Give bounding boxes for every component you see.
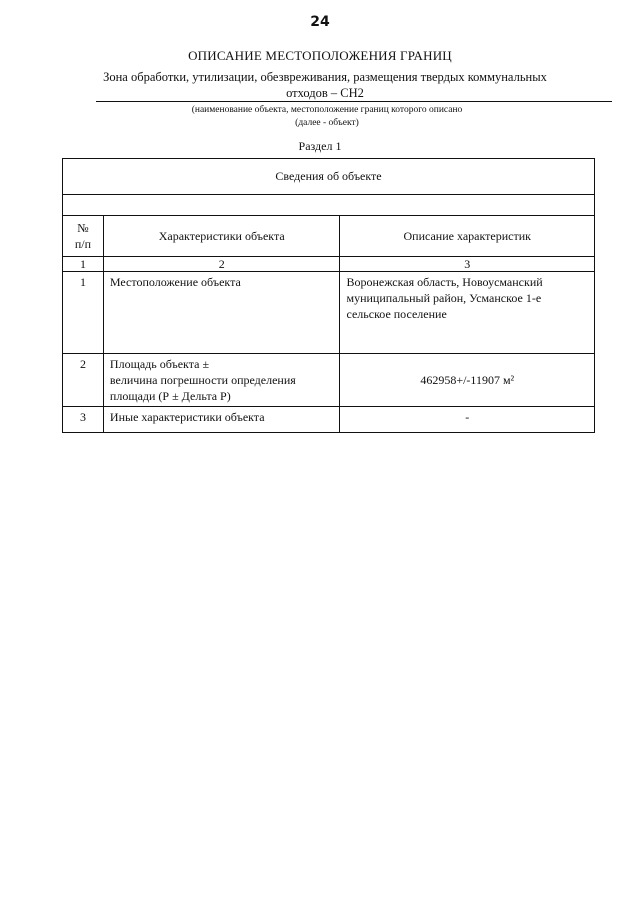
page-number: 24 [310,14,330,30]
object-name-line1: Зона обработки, утилизации, обезвреживания, размещения твердых коммунальных [103,70,547,84]
row-characteristic-line: площади (Р ± Дельта Р) [109,389,231,403]
col-header-number-line2: п/п [74,237,92,251]
table-column-headers [63,216,595,257]
table-index-row [63,257,595,272]
table-row [63,407,595,433]
row-description-line: Воронежская область, Новоусманский [346,275,543,289]
table-empty-row [63,195,595,216]
index-cell: 1 [63,257,104,272]
row-description: 462958+/-11907 м² [340,354,595,407]
object-note-line2: (далее - объект) [295,118,359,128]
object-name-underline [96,101,612,102]
row-characteristic: Местоположение объекта [109,275,241,289]
row-description-line: муниципальный район, Усманское 1-е [346,291,542,305]
col-header-characteristics: Характеристики объекта [103,216,340,257]
col-header-number-line1: № [77,221,89,235]
row-description: - [465,410,470,424]
object-name-line2: отходов – СН2 [286,86,364,100]
row-number: 2 [79,357,86,371]
row-number: 3 [79,410,86,424]
index-cell: 3 [340,257,595,272]
col-header-description: Описание характеристик [340,216,595,257]
object-note-line1: (наименование объекта, местоположение границ которого описано [191,105,463,115]
table-empty-cell [63,195,595,216]
row-description-line: сельское поселение [346,307,447,321]
row-characteristic-line: величина погрешности определения [109,373,296,387]
row-characteristic [104,354,340,406]
table-row [63,272,595,354]
row-characteristic-line: Площадь объекта ± [109,357,210,371]
row-description [340,272,594,324]
page-title: ОПИСАНИЕ МЕСТОПОЛОЖЕНИЯ ГРАНИЦ [188,48,452,63]
table-header: Сведения об объекте [63,159,595,195]
index-cell: 2 [103,257,340,272]
section-title: Раздел 1 [298,139,342,153]
table-row [63,354,595,407]
object-note [0,104,640,130]
table-header-row [63,159,595,195]
object-name [90,69,560,101]
col-header-number [63,216,104,257]
row-number: 1 [79,275,86,289]
object-info-table [62,158,595,433]
row-characteristic: Иные характеристики объекта [109,410,265,424]
